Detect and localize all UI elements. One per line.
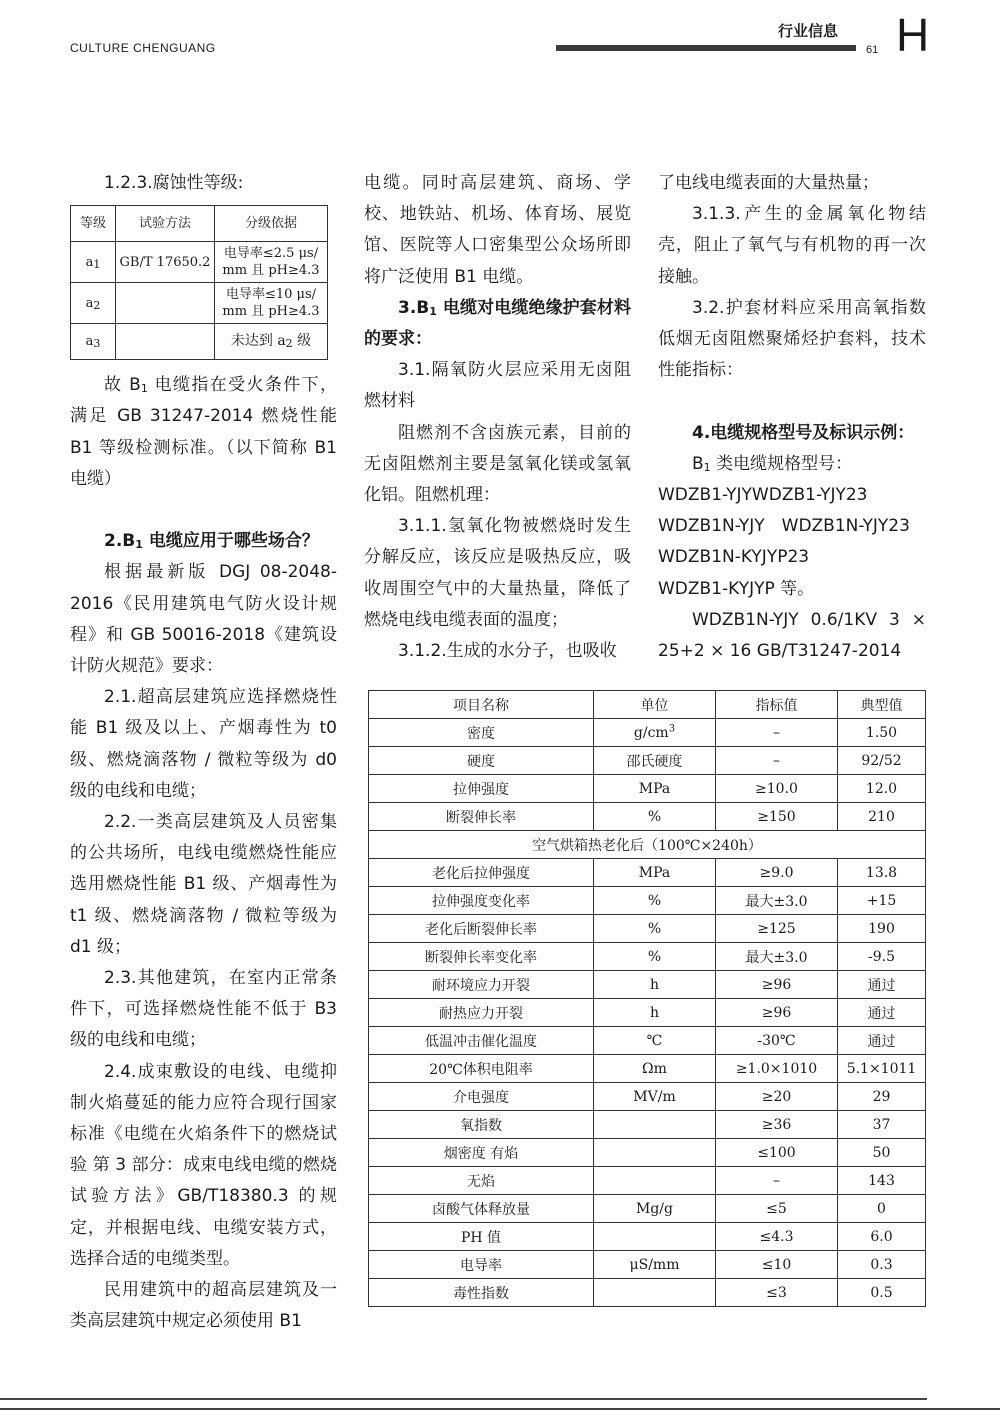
table-cell: ≥9.0 xyxy=(716,859,838,887)
model-line: WDZB1N-YJY WDZB1N-YJY23 xyxy=(658,516,910,537)
paragraph: 2.3.其他建筑，在室内正常条件下，可选择燃烧性能不低于 B3 级的电线和电缆； xyxy=(70,968,337,1051)
table-cell: 老化后断裂伸长率 xyxy=(369,915,594,943)
table-cell: 老化后拉伸强度 xyxy=(369,859,594,887)
table-cell: ≥10.0 xyxy=(716,775,838,803)
page-number: 61 xyxy=(866,44,879,56)
paragraph: 根据最新版 DGJ 08-2048-2016《民用建筑电气防火设计规程》和 GB 50016-2018《建筑设计防火规范》要求： xyxy=(70,562,337,677)
table-cell: 通过 xyxy=(838,999,926,1027)
table-row xyxy=(369,1027,926,1055)
table-cell: % xyxy=(594,943,716,971)
table-cell: % xyxy=(594,915,716,943)
table-cell: ≤4.3 xyxy=(716,1223,838,1251)
table-cell: 通过 xyxy=(838,971,926,999)
column-2 xyxy=(364,168,631,667)
paragraph: 3.1.1.氢氧化物被燃烧时发生分解反应，该反应是吸热反应，吸收周围空气中的大量热量，降低了燃烧电线电缆表面的温度； xyxy=(364,516,631,630)
column-3 xyxy=(658,168,926,667)
table-cell: 50 xyxy=(838,1139,926,1167)
table-row xyxy=(369,719,926,747)
model-line: WDZB1-KYJYP 等。 xyxy=(658,578,815,599)
paragraph: 2.1.超高层建筑应选择燃烧性能 B1 级及以上、产烟毒性为 t0 级、燃烧滴落物 / 微粒等级为 d0 级的电线和电缆； xyxy=(70,687,337,801)
table-cell: ≤100 xyxy=(716,1139,838,1167)
table-header: 项目名称 xyxy=(369,691,594,719)
table-row xyxy=(369,1055,926,1083)
table-row xyxy=(369,1111,926,1139)
table-cell: MPa xyxy=(594,775,716,803)
table-cell: μS/mm xyxy=(594,1251,716,1279)
table-cell: 12.0 xyxy=(838,775,926,803)
table-cell: 耐热应力开裂 xyxy=(369,999,594,1027)
table-cell: 无焰 xyxy=(369,1167,594,1195)
paragraph: 阻燃剂不含卤族元素，目前的无卤阻燃剂主要是氢氧化镁或氢氧化铝。阻燃机理： xyxy=(364,422,631,506)
table-cell: 190 xyxy=(838,915,926,943)
model-line: WDZB1N-KYJYP23 xyxy=(658,547,810,568)
table-header-row xyxy=(369,691,926,719)
table-cell: 210 xyxy=(838,803,926,831)
table-cell: 介电强度 xyxy=(369,1083,594,1111)
table-cell: 邵氏硬度 xyxy=(594,747,716,775)
table-cell: 电导率 xyxy=(369,1251,594,1279)
table-row xyxy=(369,887,926,915)
table-cell: % xyxy=(594,887,716,915)
table-row xyxy=(369,1279,926,1307)
table-header: 典型值 xyxy=(838,691,926,719)
table-cell: – xyxy=(716,747,838,775)
table-cell: ≥36 xyxy=(716,1111,838,1139)
section-label: 空气烘箱热老化后（100℃×240h） xyxy=(369,831,926,859)
table-row xyxy=(369,1223,926,1251)
table-row xyxy=(369,747,926,775)
table-cell: – xyxy=(716,719,838,747)
paragraph: 故 $B_1$ 电缆指在受火条件下，满足 GB 31247-2014 燃烧性能 B1 等级检测标准。（以下简称 B1 电缆） xyxy=(70,375,337,489)
table-cell: $a_1$ xyxy=(71,242,116,283)
model-line: WDZB1-YJYWDZB1-YJY23 xyxy=(658,485,868,506)
table-cell: -9.5 xyxy=(838,943,926,971)
table-cell: ≥150 xyxy=(716,803,838,831)
table-cell: 通过 xyxy=(838,1027,926,1055)
heading-1-2-3: 1.2.3.腐蚀性等级: xyxy=(104,173,244,193)
table-cell: 143 xyxy=(838,1167,926,1195)
paragraph: 电缆。同时高层建筑、商场、学校、地铁站、机场、体育场、展览馆、医院等人口密集型公众场所即将广泛使用 B1 电缆。 xyxy=(364,173,631,287)
table-cell: GB/T 17650.2 xyxy=(116,242,215,283)
table-header: 分级依据 xyxy=(215,206,328,242)
paragraph: 民用建筑中的超高层建筑及一类高层建筑中规定必须使用 B1 xyxy=(70,1280,337,1332)
table-cell: 最大±3.0 xyxy=(716,943,838,971)
table-cell: 低温冲击催化温度 xyxy=(369,1027,594,1055)
table-cell: ≥96 xyxy=(716,999,838,1027)
table-row xyxy=(369,971,926,999)
table-header: 单位 xyxy=(594,691,716,719)
table-cell: Ωm xyxy=(594,1055,716,1083)
table-row xyxy=(369,1167,926,1195)
table-cell: MPa xyxy=(594,859,716,887)
table-cell: 0.5 xyxy=(838,1279,926,1307)
footer-rule xyxy=(0,1408,1000,1410)
table-cell xyxy=(116,283,215,324)
paragraph: 3.1.2.生成的水分子，也吸收 xyxy=(398,641,617,662)
journal-name: CULTURE CHENGUANG xyxy=(70,41,216,55)
table-cell: ≥1.0×1010 xyxy=(716,1055,838,1083)
table-row xyxy=(369,915,926,943)
table-row xyxy=(369,859,926,887)
table-row xyxy=(369,943,926,971)
table-cell: ≥96 xyxy=(716,971,838,999)
table-cell: Mg/g xyxy=(594,1195,716,1223)
example-line: WDZB1N-YJY 0.6/1KV 3 × 25+2 × 16 GB/T31247-2014 xyxy=(658,609,926,662)
table-cell xyxy=(594,1223,716,1251)
paragraph: 3.1.隔氧防火层应采用无卤阻燃材料 xyxy=(364,360,631,412)
table-cell: 1.50 xyxy=(838,719,926,747)
table-cell: 卤酸气体释放量 xyxy=(369,1195,594,1223)
table-cell xyxy=(594,1167,716,1195)
table-cell: PH 值 xyxy=(369,1223,594,1251)
table-cell: h xyxy=(594,971,716,999)
section-letter: H xyxy=(896,9,930,61)
table-row xyxy=(369,999,926,1027)
table-cell xyxy=(594,1279,716,1307)
table-row xyxy=(369,1251,926,1279)
table-cell: 氧指数 xyxy=(369,1111,594,1139)
table-cell: ≥20 xyxy=(716,1083,838,1111)
paragraph: $B_1$ 类电缆规格型号： xyxy=(692,453,853,474)
table-section-row xyxy=(369,831,926,859)
paragraph: 3.1.3.产生的金属氧化物结壳，阻止了氧气与有机物的再一次接触。 xyxy=(658,204,926,287)
table-cell: -30℃ xyxy=(716,1027,838,1055)
section-title: 行业信息 xyxy=(778,22,839,40)
footer-rule xyxy=(0,1398,927,1400)
table-cell: MV/m xyxy=(594,1083,716,1111)
table-cell: 烟密度 有焰 xyxy=(369,1139,594,1167)
table-cell: 耐环境应力开裂 xyxy=(369,971,594,999)
table-cell: 0.3 xyxy=(838,1251,926,1279)
table-row xyxy=(71,283,328,324)
table-cell: 0 xyxy=(838,1195,926,1223)
table-cell: ≤3 xyxy=(716,1279,838,1307)
paragraph: 了电线电缆表面的大量热量； xyxy=(658,173,879,193)
table-cell xyxy=(594,1111,716,1139)
table-cell: 断裂伸长率变化率 xyxy=(369,943,594,971)
table-cell xyxy=(594,1139,716,1167)
table-cell: ≤5 xyxy=(716,1195,838,1223)
table-cell xyxy=(116,324,215,360)
table-cell: % xyxy=(594,803,716,831)
paragraph: 2.2.一类高层建筑及人员密集的公共场所，电线电缆燃烧性能应选用燃烧性能 B1 级、产烟毒性为 t1 级、燃烧滴落物 / 微粒等级为 d1 级； xyxy=(70,812,337,957)
header-bar xyxy=(556,45,856,51)
table-header: 试验方法 xyxy=(116,206,215,242)
performance-table xyxy=(368,690,926,1307)
table-cell: 拉伸强度变化率 xyxy=(369,887,594,915)
heading-4: 4.电缆规格型号及标识示例： xyxy=(692,422,915,443)
table-cell: 92/52 xyxy=(838,747,926,775)
table-cell: ≥125 xyxy=(716,915,838,943)
table-cell: 断裂伸长率 xyxy=(369,803,594,831)
table-cell: 毒性指数 xyxy=(369,1279,594,1307)
table-row xyxy=(369,775,926,803)
paragraph: 3.2.护套材料应采用高氧指数低烟无卤阻燃聚烯烃护套料，技术性能指标： xyxy=(658,297,926,381)
table-header: 等级 xyxy=(71,206,116,242)
table-cell: $g/cm^3$ xyxy=(594,719,716,747)
table-row xyxy=(369,1139,926,1167)
heading-3: $3.B_1$ 电缆对电缆绝缘护套材料的要求： xyxy=(364,297,631,350)
table-row xyxy=(369,1195,926,1223)
table-cell: ≤10 xyxy=(716,1251,838,1279)
table-cell: $a_3$ xyxy=(71,324,116,360)
table-cell: 29 xyxy=(838,1083,926,1111)
table-cell: 拉伸强度 xyxy=(369,775,594,803)
heading-2: $2.B_1$ 电缆应用于哪些场合？ xyxy=(104,531,319,552)
table-cell: 电导率≤2.5 μs/ mm 且 pH≥4.3 xyxy=(215,242,328,283)
table-cell: 密度 xyxy=(369,719,594,747)
table-cell: – xyxy=(716,1167,838,1195)
table-cell: 硬度 xyxy=(369,747,594,775)
table-row xyxy=(369,1083,926,1111)
table-cell: 最大±3.0 xyxy=(716,887,838,915)
paragraph: 2.4.成束敷设的电线、电缆抑制火焰蔓延的能力应符合现行国家标准《电缆在火焰条件下的燃烧试验 第 3 部分：成束电线电缆的燃烧试验方法》GB/T18380.3 的规定，并根据电线、电缆安装方式，选择合适的电缆类型。 xyxy=(70,1061,337,1269)
table-cell: $a_2$ xyxy=(71,283,116,324)
corrosion-table xyxy=(70,205,328,360)
table-cell: +15 xyxy=(838,887,926,915)
column-1 xyxy=(70,168,337,1337)
table-cell: 未达到 $a_2$ 级 xyxy=(215,324,328,360)
table-cell: ℃ xyxy=(594,1027,716,1055)
table-cell: 6.0 xyxy=(838,1223,926,1251)
table-cell: 20℃体积电阻率 xyxy=(369,1055,594,1083)
table-cell: 13.8 xyxy=(838,859,926,887)
table-row xyxy=(71,242,328,283)
table-cell: 5.1×1011 xyxy=(838,1055,926,1083)
table-cell: h xyxy=(594,999,716,1027)
table-cell: 电导率≤10 μs/ mm 且 pH≥4.3 xyxy=(215,283,328,324)
table-cell: 37 xyxy=(838,1111,926,1139)
table-row xyxy=(71,324,328,360)
table-row xyxy=(369,803,926,831)
table-header: 指标值 xyxy=(716,691,838,719)
